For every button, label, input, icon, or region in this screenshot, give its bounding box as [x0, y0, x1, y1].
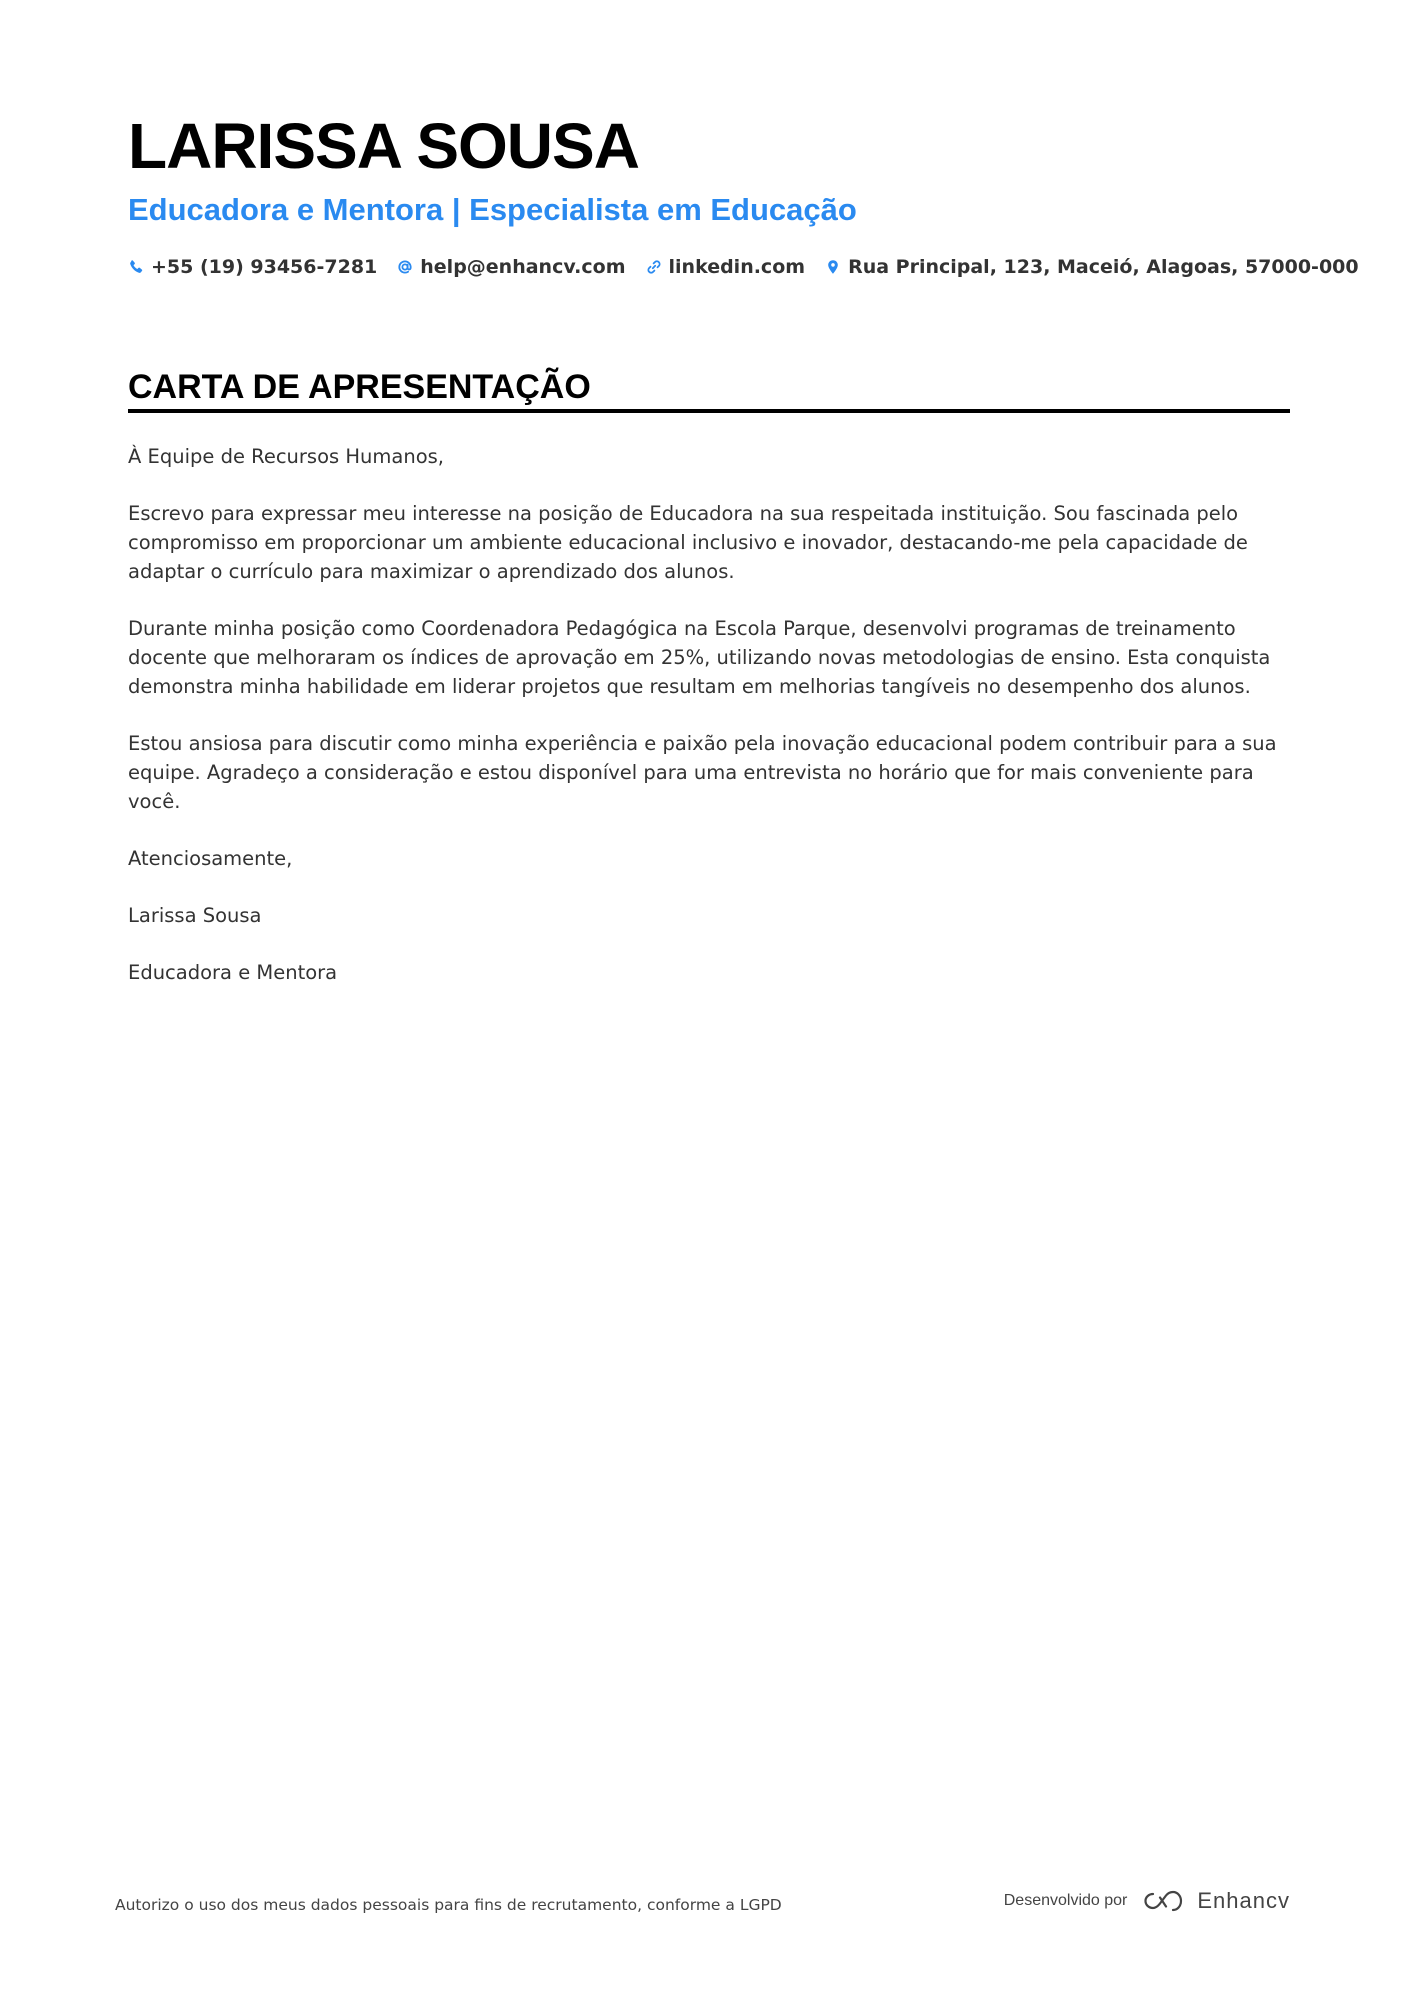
phone-icon [128, 259, 144, 275]
footer-brand[interactable] [1004, 1888, 1290, 1914]
letter-closing: Atenciosamente, [128, 847, 293, 870]
footer-consent: Autorizo o uso dos meus dados pessoais para fins de recrutamento, conforme a LGPD [115, 1896, 782, 1914]
contact-address [825, 254, 1359, 280]
contact-phone [128, 254, 377, 280]
section-divider [128, 409, 1290, 413]
enhancv-logo-icon [1139, 1888, 1187, 1914]
contact-address-text: Rua Principal, 123, Maceió, Alagoas, 57000-000 [848, 256, 1359, 278]
signature-name: Larissa Sousa [128, 904, 262, 927]
contact-email-text: help@enhancv.com [420, 256, 626, 278]
contact-linkedin[interactable] [646, 254, 806, 280]
section-title: CARTA DE APRESENTAÇÃO [128, 368, 591, 406]
candidate-name: LARISSA SOUSA [128, 110, 639, 182]
contact-phone-text: +55 (19) 93456-7281 [151, 256, 378, 278]
contact-bar [128, 254, 1359, 280]
letter-salutation: À Equipe de Recursos Humanos, [128, 445, 444, 468]
signature-title: Educadora e Mentora [128, 961, 338, 984]
letter-paragraph: Durante minha posição como Coordenadora Pedagógica na Escola Parque, desenvolvi programas de treinamento docente que melhoraram os índices de aprovação em 25%, utilizando novas metodologias de ensino. Esta conquista demonstra minha habilidade em liderar projetos que resultam em melhorias tangíveis no desempenho dos alunos. [128, 617, 1271, 698]
letter-body [128, 442, 1290, 1015]
location-pin-icon [825, 259, 841, 275]
link-icon [646, 259, 662, 275]
letter-paragraph: Escrevo para expressar meu interesse na posição de Educadora na sua respeitada instituição. Sou fascinada pelo compromisso em proporcionar um ambiente educacional inclusivo e inovador, destacando-me pela capacidade de adaptar o currículo para maximizar o aprendizado dos alunos. [128, 502, 1248, 583]
powered-by-label: Desenvolvido por [1003, 1892, 1128, 1909]
enhancv-brand-name: Enhancv [1197, 1888, 1290, 1913]
contact-linkedin-text: linkedin.com [668, 256, 806, 278]
contact-email[interactable] [397, 254, 625, 280]
at-icon [397, 259, 413, 275]
candidate-headline: Educadora e Mentora | Especialista em Educação [128, 192, 857, 227]
letter-paragraph: Estou ansiosa para discutir como minha experiência e paixão pela inovação educacional podem contribuir para a sua equipe. Agradeço a consideração e estou disponível para uma entrevista no horário que for mais conveniente para você. [128, 732, 1277, 813]
